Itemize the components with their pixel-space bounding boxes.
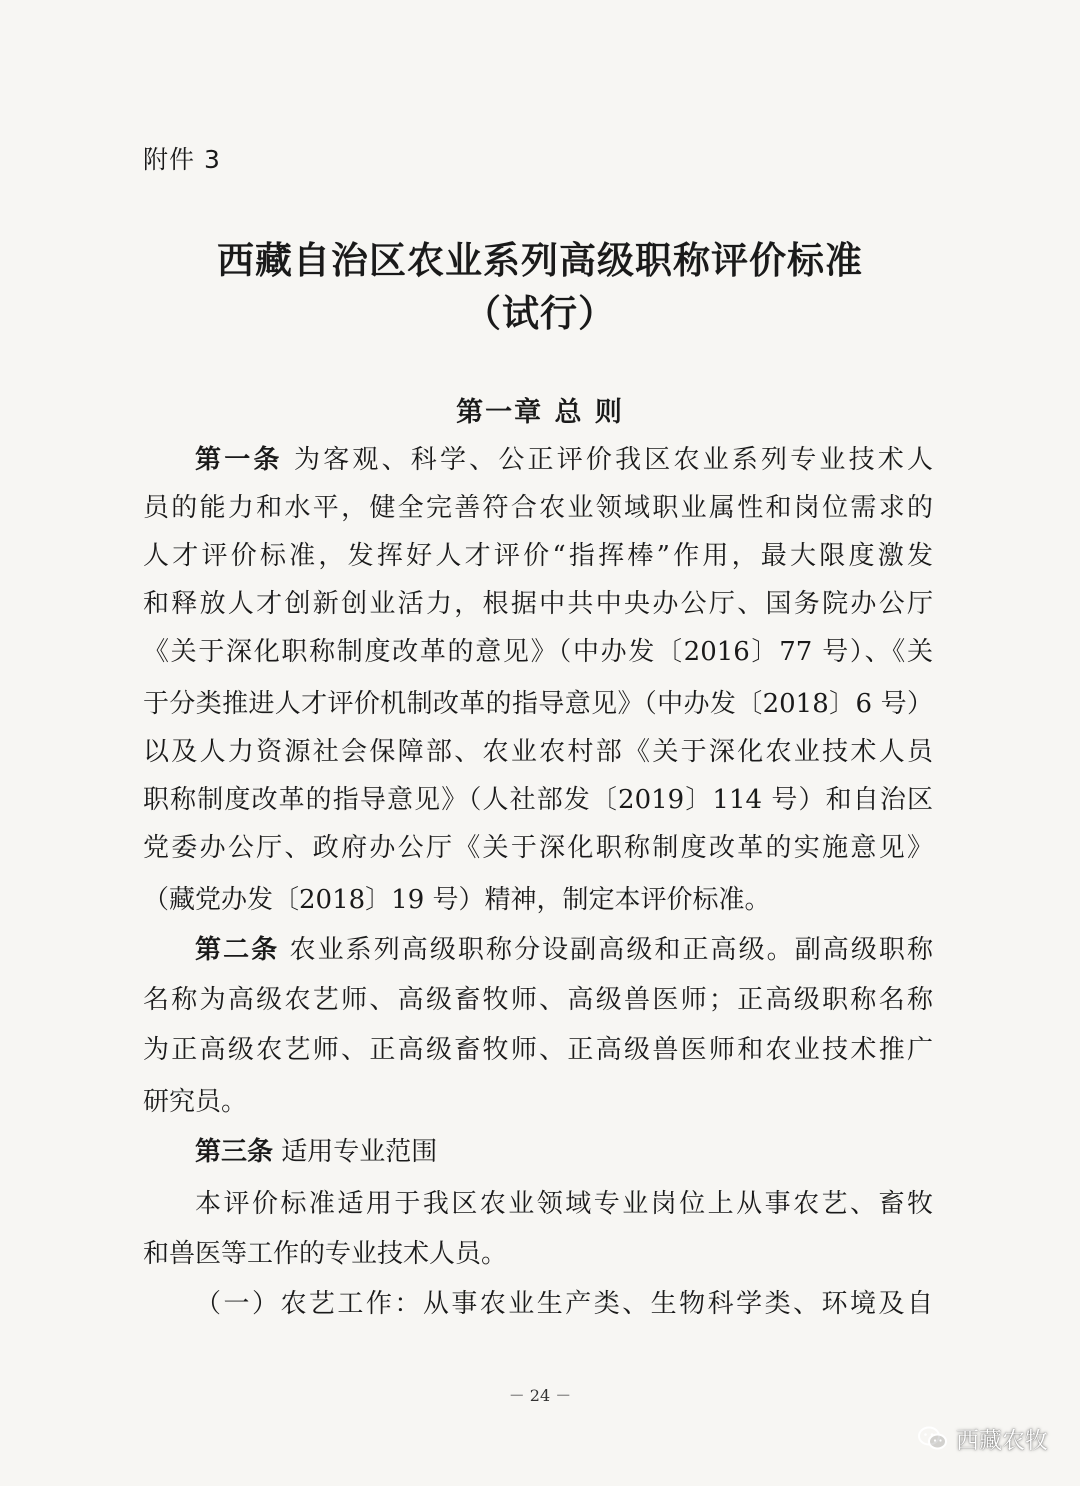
article-1-text: 为客观、科学、公正评价我区农业系列专业技术人 [282,445,933,475]
article-3-item-1: （一）农艺工作：从事农业生产类、生物科学类、环境及自 [195,1289,933,1319]
document-title: 西藏自治区农业系列高级职称评价标准 [217,239,863,282]
article-1-first-line [195,442,933,478]
article-1-line: 员的能力和水平，健全完善符合农业领域职业属性和岗位需求的 [143,493,933,523]
article-1-line: 以及人力资源社会保障部、农业农村部《关于深化农业技术人员 [143,737,933,767]
watermark-text: 西藏农牧 [956,1428,1048,1454]
article-2-line: 为正高级农艺师、正高级畜牧师、正高级兽医师和农业技术推广 [143,1035,933,1065]
wechat-icon [918,1426,948,1452]
article-2-line: 研究员。 [143,1087,248,1117]
attachment-label: 附件 3 [143,145,221,174]
article-3-text: 适用专业范围 [273,1137,438,1167]
chapter-heading: 第一章 总 则 [456,397,624,428]
article-3-paragraph: 本评价标准适用于我区农业领域专业岗位上从事农艺、畜牧 [195,1189,933,1219]
article-1-line: （藏党办发〔2018〕19 号）精神，制定本评价标准。 [143,885,771,915]
article-2-text: 农业系列高级职称分设副高级和正高级。副高级职称 [279,935,933,965]
article-3-paragraph-cont: 和兽医等工作的专业技术人员。 [143,1239,508,1269]
article-1-line: 职称制度改革的指导意见》（人社部发〔2019〕114 号）和自治区 [143,785,933,815]
article-2-label: 第二条 [195,935,280,965]
article-2-line: 名称为高级农艺师、高级畜牧师、高级兽医师；正高级职称名称 [143,985,933,1015]
page-number: － 24 － [508,1386,572,1405]
article-1-line: 党委办公厅、政府办公厅《关于深化职称制度改革的实施意见》 [143,833,933,863]
article-3-first-line [195,1134,933,1170]
article-3-label: 第三条 [195,1137,274,1167]
article-2-first-line [195,932,933,968]
article-1-line: 人才评价标准，发挥好人才评价“指挥棒”作用，最大限度激发 [143,541,933,571]
article-1-line: 《关于深化职称制度改革的意见》（中办发〔2016〕77 号）、《关 [143,637,933,667]
article-1-line: 于分类推进人才评价机制改革的指导意见》（中办发〔2018〕6 号） [143,689,933,719]
document-subtitle: （试行） [464,292,616,335]
article-1-label: 第一条 [195,445,283,475]
article-1-line: 和释放人才创新创业活力，根据中共中央办公厅、国务院办公厅 [143,589,933,619]
watermark [918,1422,1048,1455]
